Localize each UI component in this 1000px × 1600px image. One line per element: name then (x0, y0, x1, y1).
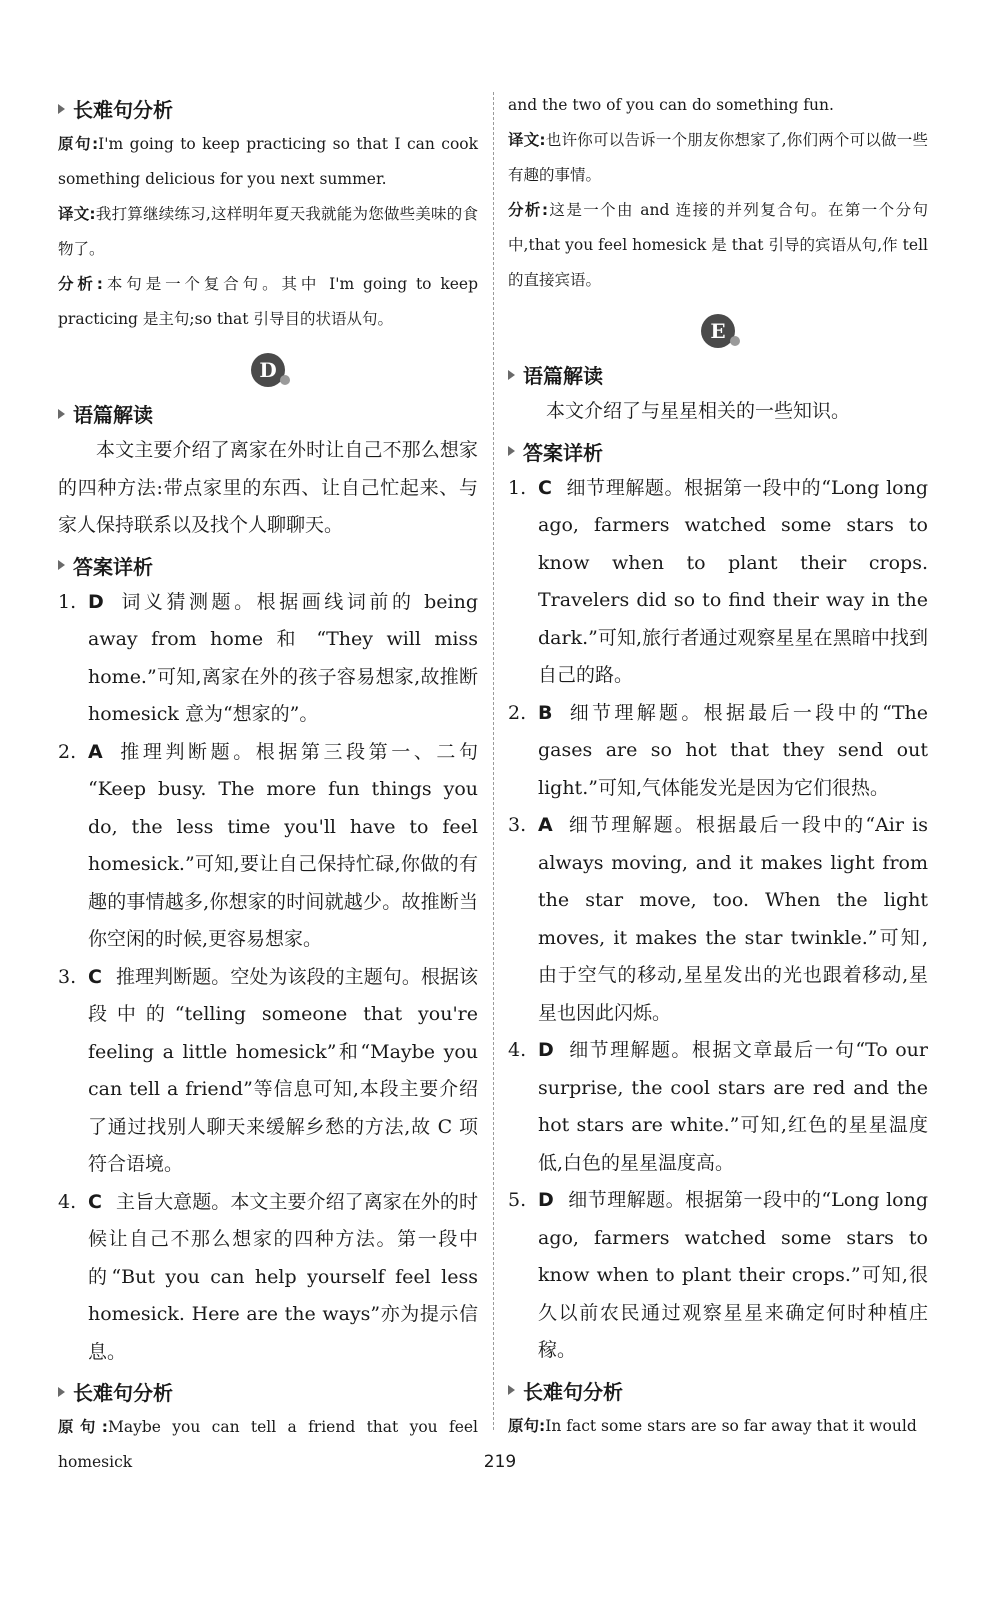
page-number: 219 (483, 1452, 517, 1472)
triangle-bullet-icon (508, 446, 515, 456)
section-heading: 答案详析 (508, 437, 928, 466)
triangle-bullet-icon (508, 1385, 515, 1395)
triangle-bullet-icon (58, 104, 65, 114)
original-sentence: 原句:I'm going to keep practicing so that I can cook something delicious for you next summer. (58, 135, 478, 188)
analysis: 分析:本句是一个复合句。其中 I'm going to keep practicing 是主句;so that 引导目的状语从句。 (58, 275, 478, 328)
analysis: 分析:这是一个由 and 连接的并列复合句。在第一个分句中,that you feel homesick 是 that 引导的宾语从句,作 tell 的直接宾语。 (508, 201, 928, 289)
answer-item: 1. C 细节理解题。根据第一段中的“Long long ago, farmers watched some stars to know when to plant their crops. Travelers did so to find their way in the dark.”可知,旅行者通过观察星星在黑暗中找到自己的路。 (508, 476, 928, 686)
answer-item: 4. C 主旨大意题。本文主要介绍了离家在外的时候让自己不那么想家的四种方法。第一段中的“But you can help yourself feel less homesick. Here are the ways”亦为提示信息。 (58, 1190, 478, 1363)
triangle-bullet-icon (58, 560, 65, 570)
triangle-bullet-icon (58, 409, 65, 419)
passage-summary: 本文主要介绍了离家在外时让自己不那么想家的四种方法:带点家里的东西、让自己忙起来、与家人保持联系以及找个人聊聊天。 (58, 439, 478, 536)
passage-letter-icon: E (701, 314, 735, 348)
passage-summary: 本文介绍了与星星相关的一些知识。 (546, 400, 851, 422)
answer-item: 2. A 推理判断题。根据第三段第一、二句 “Keep busy. The more fun things you do, the less time you'll have to feel homesick.”可知,要让自己保持忙碌,你做的有趣的事情越多,你想家的时间就越少。故推断当你空闲的时候,更容易想家。 (58, 740, 478, 950)
translation: 译文:也许你可以告诉一个朋友你想家了,你们两个可以做一些有趣的事情。 (508, 131, 928, 184)
passage-letter-icon: D (251, 353, 285, 387)
left-column (58, 88, 478, 1480)
passage-badge (58, 353, 478, 387)
section-heading: 语篇解读 (508, 360, 928, 389)
section-heading: 长难句分析 (508, 1376, 928, 1405)
passage-badge (508, 314, 928, 348)
answer-item: 2. B 细节理解题。根据最后一段中的“The gases are so hot that they send out light.”可知,气体能发光是因为它们很热。 (508, 701, 928, 799)
section-heading: 长难句分析 (58, 1377, 478, 1406)
translation: 译文:我打算继续练习,这样明年夏天我就能为您做些美味的食物了。 (58, 205, 478, 258)
original-sentence: 原句:Maybe you can tell a friend that you feel homesick (58, 1418, 478, 1471)
original-sentence: 原句:In fact some stars are so far away that it would (508, 1416, 917, 1435)
answer-item: 5. D 细节理解题。根据第一段中的“Long long ago, farmers watched some stars to know when to plant their crops.”可知,很久以前农民通过观察星星来确定何时种植庄稼。 (508, 1189, 928, 1361)
original-sentence-continued: and the two of you can do something fun. (508, 96, 834, 114)
answer-item: 1. D 词义猜测题。根据画线词前的 being away from home 和 “They will miss home.”可知,离家在外的孩子容易想家,故推断 homesick 意为“想家的”。 (58, 590, 478, 725)
section-heading: 答案详析 (58, 551, 478, 580)
answer-item: 4. D 细节理解题。根据文章最后一句“To our surprise, the cool stars are red and the hot stars are white.”可知,红色的星星温度低,白色的星星温度高。 (508, 1039, 928, 1174)
answer-item: 3. C 推理判断题。空处为该段的主题句。根据该段中的“telling someone that you're feeling a little homesick”和“Maybe you can tell a friend”等信息可知,本段主要介绍了通过找别人聊天来缓解乡愁的方法,故 C 项符合语境。 (58, 965, 478, 1175)
right-column (508, 88, 928, 1444)
triangle-bullet-icon (508, 370, 515, 380)
answer-item: 3. A 细节理解题。根据最后一段中的“Air is always moving, and it makes light from the star move, too. When the light moves, it makes the star twinkle.”可知,由于空气的移动,星星发出的光也跟着移动,星星也因此闪烁。 (508, 814, 928, 1024)
section-heading: 语篇解读 (58, 399, 478, 428)
triangle-bullet-icon (58, 1387, 65, 1397)
column-divider (493, 92, 494, 1430)
section-heading: 长难句分析 (58, 94, 478, 123)
